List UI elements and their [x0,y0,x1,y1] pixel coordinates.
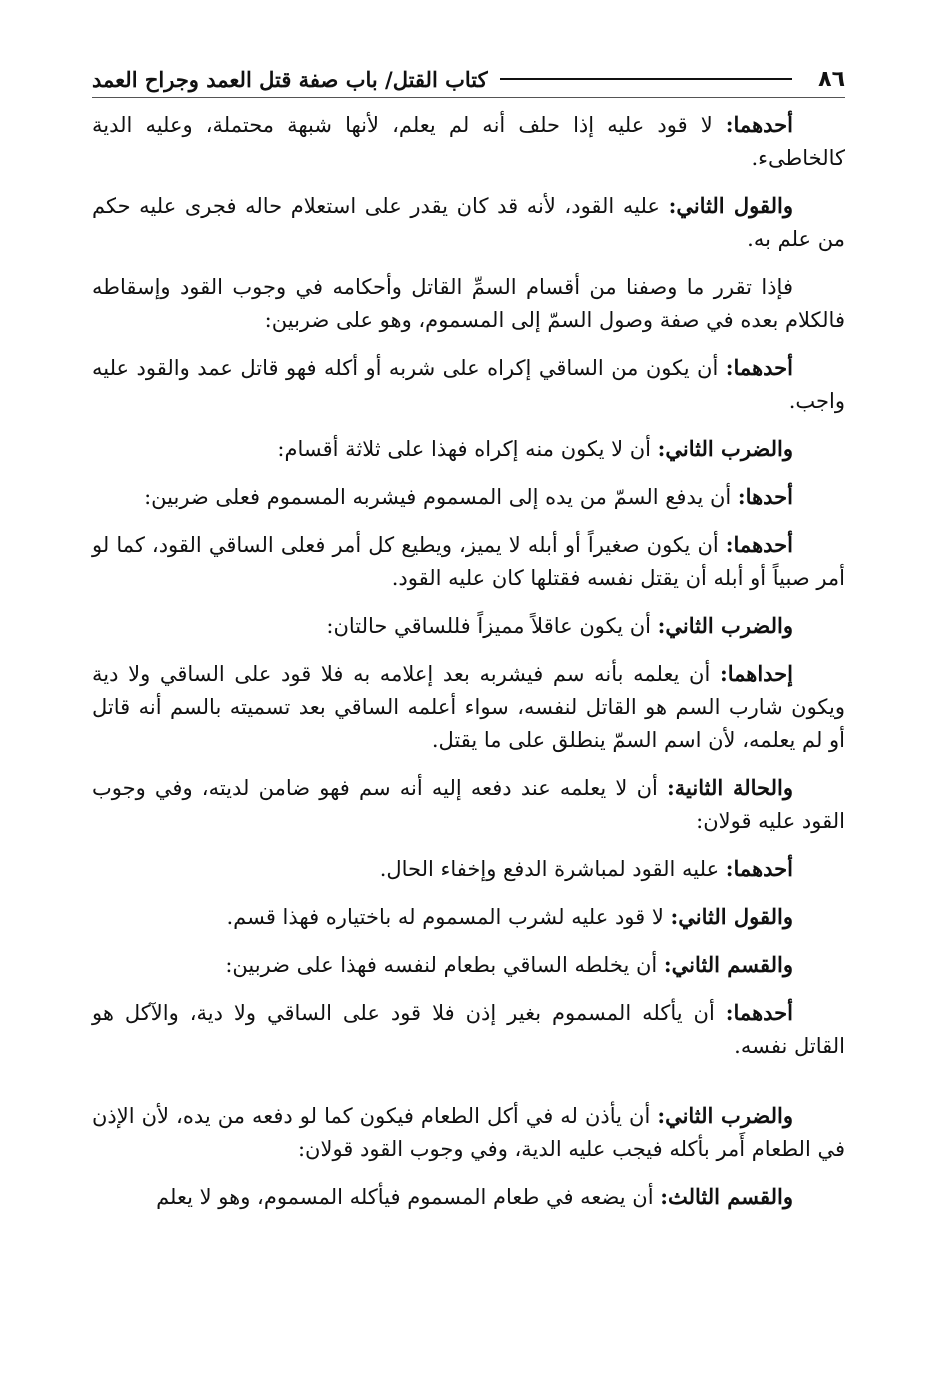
paragraph-lead: إحداهما: [719,661,793,686]
paragraph-text: أن يعلمه بأنه سم فيشربه بعد إعلامه به فلا قود على الساقي ولا دية ويكون شارب السم هو القاتل لنفسه، سواء أعلمه الساقي بعد تسميته بالسم أنه قاتل أو لم يعلمه، لأن اسم السمّ ينطلق على ما يقتل. [92,662,845,752]
paragraph [92,108,845,175]
paragraph-text: أن يكون صغيراً أو أبله لا يميز، ويطيع كل أمر فعلى الساقي القود، كما لو أمر صبياً أو أبله أن يقتل نفسه فقتلها كان عليه القود. [92,533,845,590]
header-divider [92,97,845,98]
paragraph [92,270,845,337]
paragraph-text: عليه القود، لأنه قد كان يقدر على استعلام حاله فجرى عليه حكم من علم به. [92,194,845,251]
paragraph [92,852,845,886]
header-rule [500,78,793,80]
paragraph [92,432,845,466]
paragraph-lead: والضرب الثاني: [657,613,793,638]
running-title: كتاب القتل/ باب صفة قتل العمد وجراح العمد [92,66,488,92]
paragraph-lead: والضرب الثاني: [657,1103,793,1128]
paragraph-text: أن لا يعلمه عند دفعه إليه أنه سم فهو ضامن لديته، وفي وجوب القود عليه قولان: [92,776,845,833]
paragraph-lead: والقسم الثاني: [663,952,793,977]
paragraph-lead: والحالة الثانية: [667,775,793,800]
paragraph-text: أن يأكله المسموم بغير إذن فلا قود على الساقي ولا دية، والآكل هو القاتل نفسه. [92,1001,845,1058]
paragraph-text: عليه القود لمباشرة الدفع وإخفاء الحال. [379,857,726,881]
page-body [92,108,845,1228]
page-header [92,64,845,94]
paragraph-text: أن يضعه في طعام المسموم فيأكله المسموم، وهو لا يعلم [156,1185,661,1209]
paragraph [92,996,845,1063]
page-number: ٨٦ [818,66,845,92]
paragraph-text: أن يكون من الساقي إكراه على شربه أو أكله فهو قاتل عمد والقود عليه واجب. [92,356,845,413]
paragraph-lead: أحدهما: [725,856,793,881]
paragraph [92,948,845,982]
paragraph [92,189,845,256]
paragraph-text: لا قود عليه إذا حلف أنه لم يعلم، لأنها شبهة محتملة، وعليه الدية كالخاطىء. [92,113,845,170]
paragraph [92,1099,845,1166]
paragraph-lead: والقسم الثالث: [660,1184,793,1209]
paragraph-lead: أحدهما: [725,112,793,137]
paragraph [92,900,845,934]
paragraph [92,351,845,418]
paragraph [92,609,845,643]
paragraph-text: أن يأذن له في أكل الطعام فيكون كما لو دفعه من يده، لأن الإذن في الطعام أَمر بأكله فيجب عليه الدية، وفي وجوب القود قولان: [92,1104,845,1161]
paragraph-lead: أحدهما: [725,355,793,380]
paragraph [92,657,845,757]
paragraph-lead: أحدها: [737,484,793,509]
paragraph-lead: أحدهما: [725,532,793,557]
paragraph-text: أن يخلطه الساقي بطعام لنفسه فهذا على ضربين: [225,953,664,977]
paragraph-text: أن يدفع السمّ من يده إلى المسموم فيشربه المسموم فعلى ضربين: [144,485,738,509]
paragraph-text: فإذا تقرر ما وصفنا من أقسام السمِّ القاتل وأحكامه في وجوب القود وإسقاطه فالكلام بعده في صفة وصول السمّ إلى المسموم، وهو على ضربين: [92,275,845,332]
paragraph [92,1180,845,1214]
paragraph-text: أن يكون عاقلاً مميزاً فللساقي حالتان: [326,614,658,638]
paragraph-lead: والضرب الثاني: [657,436,793,461]
paragraph-lead: والقول الثاني: [670,904,793,929]
paragraph-lead: أحدهما: [725,1000,793,1025]
paragraph-lead: والقول الثاني: [668,193,793,218]
paragraph-text: لا قود عليه لشرب المسموم له باختياره فهذا قسم. [226,905,671,929]
paragraph [92,771,845,838]
paragraph [92,528,845,595]
paragraph [92,480,845,514]
paragraph-text: أن لا يكون منه إكراه فهذا على ثلاثة أقسام: [277,437,658,461]
